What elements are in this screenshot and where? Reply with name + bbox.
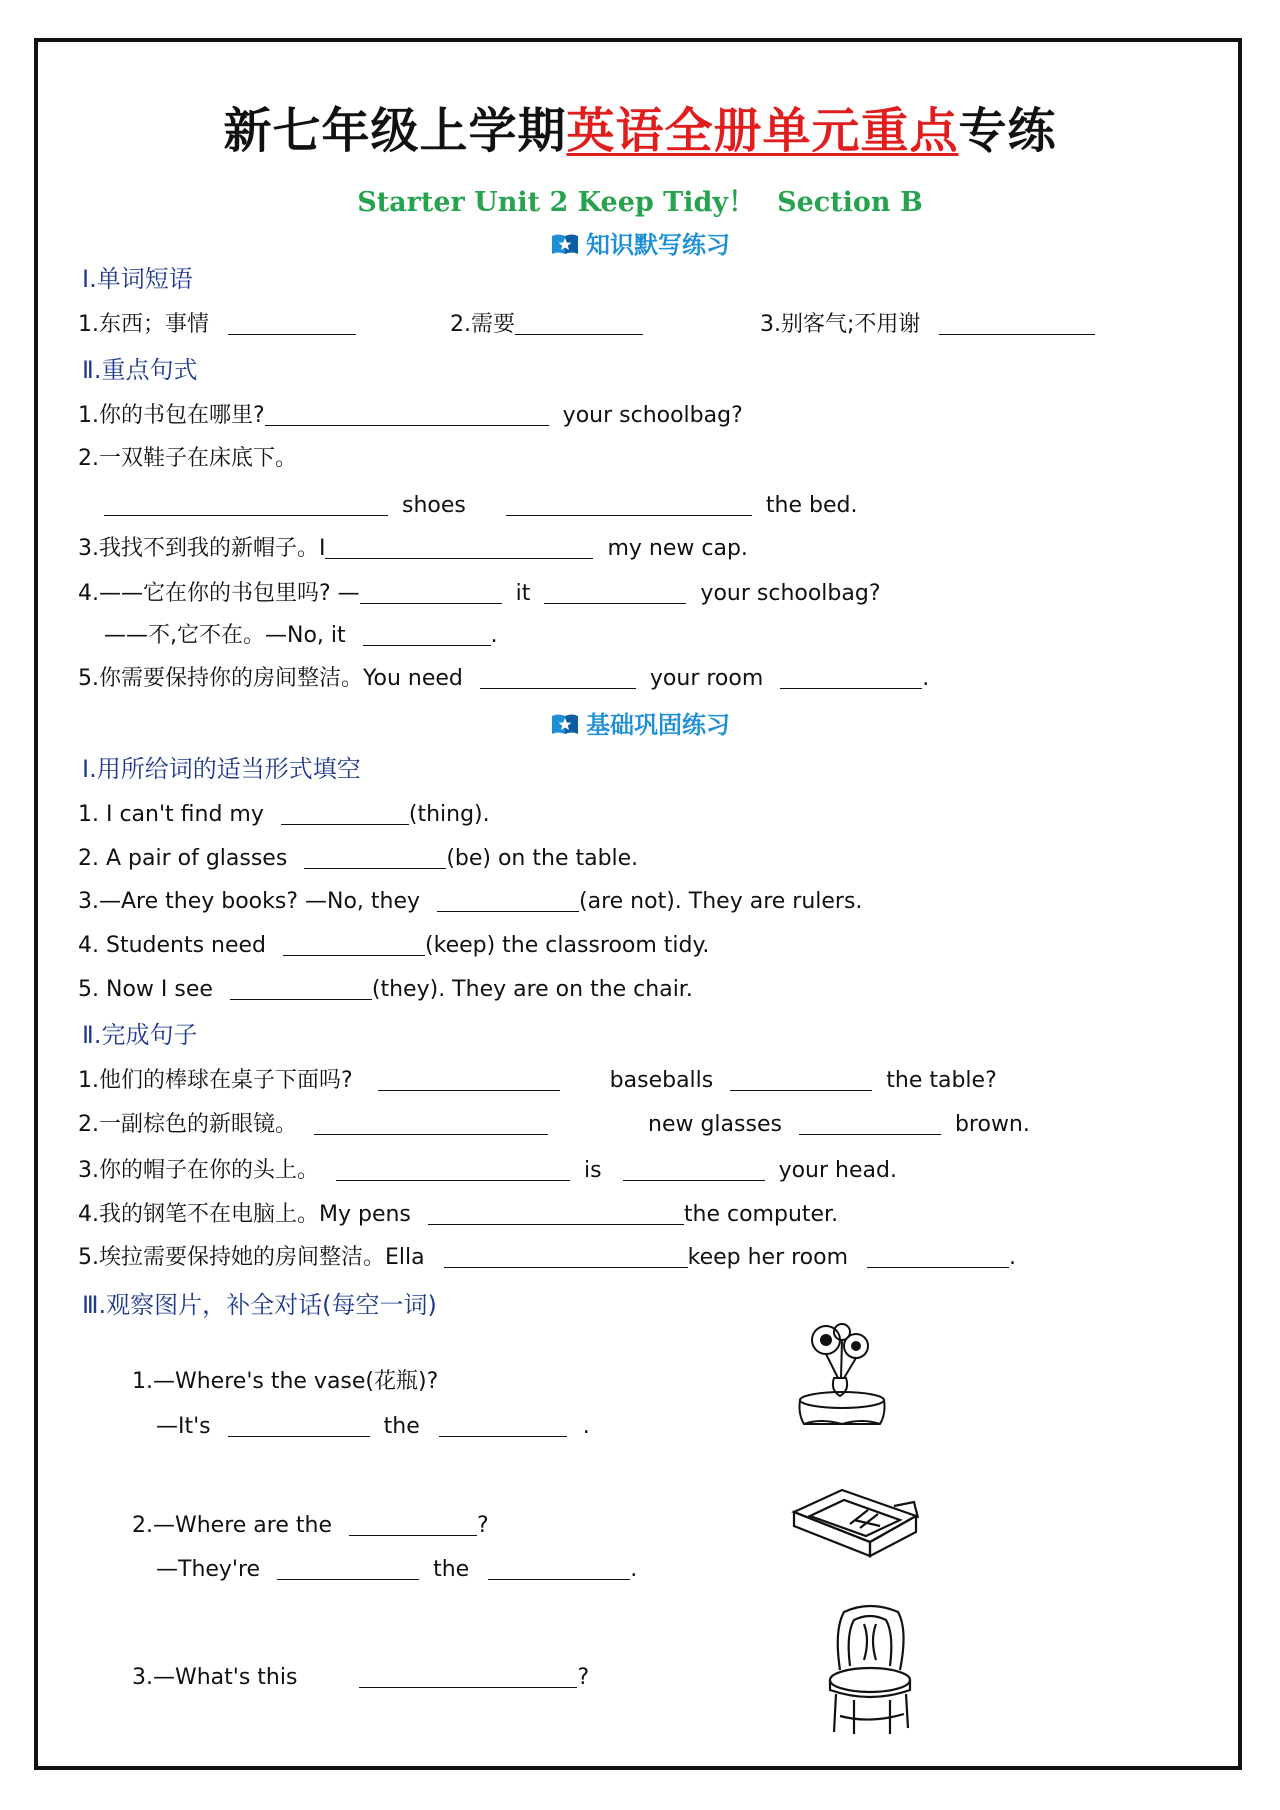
answer-blank[interactable] — [281, 802, 409, 825]
answer-blank[interactable] — [283, 933, 425, 956]
answer-blank[interactable] — [363, 623, 491, 646]
open-box-picture — [790, 1480, 920, 1580]
page-title — [0, 92, 1280, 161]
part5-q1-question: 1.—Where's the vase(花瓶)? — [132, 1369, 439, 1394]
part3-q1: 1. I can't find my (thing). — [78, 802, 490, 827]
answer-blank[interactable] — [439, 1414, 567, 1437]
chair-picture — [820, 1600, 920, 1740]
subtitle — [0, 180, 1280, 219]
subtitle-section: Section B — [777, 187, 923, 218]
answer-blank[interactable] — [515, 312, 643, 335]
part4-q5: 5.埃拉需要保持她的房间整洁。Ella keep her room . — [78, 1245, 1017, 1270]
part4-q3: 3.你的帽子在你的头上。 is your head. — [78, 1158, 897, 1183]
part1-item2: 2.需要 — [450, 311, 643, 339]
answer-blank[interactable] — [336, 1158, 570, 1181]
part1-item3: 3.别客气;不用谢 — [760, 311, 1095, 339]
answer-blank[interactable] — [506, 493, 752, 516]
part3-q4: 4. Students need (keep) the classroom tidy. — [78, 933, 710, 958]
answer-blank[interactable] — [488, 1557, 630, 1580]
part3-q5: 5. Now I see (they). They are on the chair. — [78, 977, 693, 1002]
answer-blank[interactable] — [230, 977, 372, 1000]
section-knowledge — [0, 225, 1280, 260]
part2-q2-en: shoes the bed. — [104, 492, 857, 520]
part5-q1-answer: —It's the . — [156, 1414, 590, 1439]
answer-blank[interactable] — [730, 1068, 872, 1091]
part4-heading: Ⅱ.完成句子 — [82, 1021, 198, 1049]
part2-q1: 1.你的书包在哪里? your schoolbag? — [78, 403, 743, 428]
answer-blank[interactable] — [228, 312, 356, 335]
answer-blank[interactable] — [277, 1557, 419, 1580]
part1-heading: Ⅰ.单词短语 — [82, 265, 193, 293]
part2-q4-line2: ——不,它不在。—No, it . — [104, 623, 498, 648]
answer-blank[interactable] — [304, 846, 446, 869]
vase-on-table-picture — [790, 1320, 900, 1430]
answer-blank[interactable] — [104, 493, 388, 516]
answer-blank[interactable] — [428, 1202, 684, 1225]
part3-q2: 2. A pair of glasses (be) on the table. — [78, 846, 639, 871]
subtitle-unit: Starter Unit 2 Keep Tidy！ — [357, 187, 756, 218]
part4-q4: 4.我的钢笔不在电脑上。My pens the computer. — [78, 1202, 839, 1227]
answer-blank[interactable] — [799, 1112, 941, 1135]
answer-blank[interactable] — [444, 1245, 688, 1268]
section-basic-label: 基础巩固练习 — [586, 711, 730, 739]
answer-blank[interactable] — [623, 1158, 765, 1181]
answer-blank[interactable] — [780, 666, 922, 689]
answer-blank[interactable] — [378, 1068, 560, 1091]
answer-blank[interactable] — [314, 1112, 548, 1135]
answer-blank[interactable] — [939, 312, 1095, 335]
title-part1: 新七年级上学期 — [223, 103, 567, 159]
title-part3: 专练 — [958, 103, 1057, 159]
answer-blank[interactable] — [349, 1513, 477, 1536]
book-star-icon — [550, 712, 580, 736]
part2-heading: Ⅱ.重点句式 — [82, 356, 198, 384]
answer-blank[interactable] — [544, 581, 686, 604]
part4-q1: 1.他们的棒球在桌子下面吗? baseballs the table? — [78, 1068, 997, 1093]
title-highlight: 英语全册单元重点 — [566, 103, 959, 159]
part3-q3: 3.—Are they books? —No, they (are not). They are rulers. — [78, 889, 863, 914]
answer-blank[interactable] — [228, 1414, 370, 1437]
book-star-icon — [550, 232, 580, 256]
part4-q2: 2.一副棕色的新眼镜。 new glasses brown. — [78, 1112, 1030, 1137]
answer-blank[interactable] — [265, 403, 549, 426]
section-basic — [0, 705, 1280, 740]
part3-heading: Ⅰ.用所给词的适当形式填空 — [82, 755, 361, 783]
answer-blank[interactable] — [867, 1245, 1009, 1268]
answer-blank[interactable] — [359, 1665, 577, 1688]
part2-q2-cn: 2.一双鞋子在床底下。 — [78, 446, 297, 471]
part2-q4: 4.——它在你的书包里吗? — it your schoolbag? — [78, 581, 881, 606]
answer-blank[interactable] — [437, 889, 579, 912]
part1-item1: 1.东西；事情 — [78, 311, 356, 339]
section-knowledge-label: 知识默写练习 — [586, 231, 730, 259]
part2-q3: 3.我找不到我的新帽子。I my new cap. — [78, 536, 748, 561]
answer-blank[interactable] — [480, 666, 636, 689]
part5-heading: Ⅲ.观察图片，补全对话(每空一词) — [82, 1291, 437, 1319]
part2-q5: 5.你需要保持你的房间整洁。You need your room . — [78, 666, 930, 691]
answer-blank[interactable] — [360, 581, 502, 604]
answer-blank[interactable] — [325, 536, 593, 559]
part5-q2-answer: —They're the . — [156, 1557, 638, 1582]
part5-q2-question: 2.—Where are the ? — [132, 1513, 489, 1538]
part5-q3-question: 3.—What's this ? — [132, 1665, 590, 1690]
